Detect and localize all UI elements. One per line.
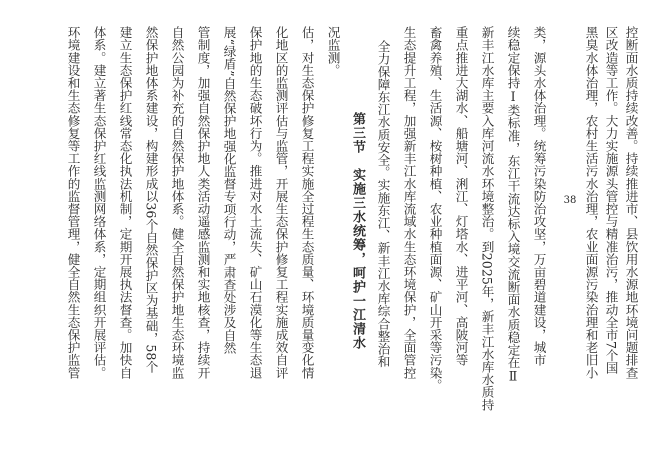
text-line-14: 畜禽养殖、生活源、桉树种植、农业种植面源、矿山开采等污染。	[427, 26, 443, 392]
text-line-16: 新丰江水库主要入库河流水环境整治。到2025年，新丰江水库水质持	[479, 26, 495, 411]
text-line-6: 管制度，加强自然保护地人类活动遥感监测和实地核查，持续开	[195, 26, 211, 379]
text-line-7: 展“绿盾”自然保护地强化监督专项行动，严肃查处涉及自然	[221, 26, 237, 354]
section-heading: 第三节 实施三水统筹，呵护一江清水	[350, 112, 365, 350]
text-line-13: 生态提升工程，加强新丰江水库流域水生态环境保护，全面管控	[401, 26, 417, 379]
page-number: 38	[563, 195, 577, 206]
text-line-8: 保护地的生态破坏行为。推进对水土流失、矿山石漠化等生态退	[247, 26, 263, 379]
text-line-5: 自然公园为补充的自然保护地体系。健全自然保护地生态环境监	[169, 26, 185, 379]
text-line-12: 全力保障东江水质安全。实施东江、新丰江水库综合整治和	[375, 40, 391, 368]
text-line-19: 黑臭水体治理，农村生活污水治理，农业面源污染治理和老旧小	[583, 26, 599, 379]
text-line-17: 续稳定保持Ⅰ类标准，东江干流达标入境交流断面水质稳定在Ⅱ	[505, 26, 521, 384]
text-line-15: 重点推进大湖水、船塘河、浰江、灯塔水、进平河、高陂河等	[453, 26, 469, 367]
text-line-3: 建立生态保护红线常态化执法机制，定期开展执法督查。加快自	[117, 26, 133, 379]
text-line-1: 环境建设和生态修复等工作的监督管理，健全自然生态保护监管	[65, 26, 81, 379]
text-line-11: 况监测。	[325, 26, 341, 77]
text-line-9: 化地区的监测评估与监管，开展生态保护修复工程实施成效自评	[273, 26, 289, 379]
text-line-2: 体系。建立著生态保护红线监测网络体系，定期组织开展评估。	[91, 26, 107, 379]
text-line-20: 区改造等工作。大力实施源头管控与精准治污，推动全市7个国	[603, 26, 619, 375]
text-line-4: 然保护地体系建设，构建形成以36个自然保护区为基础，58个	[143, 26, 159, 374]
text-line-10: 估，对生态保护修复工程实施全过程生态质量、环境质量变化情	[299, 26, 315, 379]
text-line-18: 类，源头水体治理。统筹污染防治攻坚，万亩碧道建设，城市	[531, 26, 547, 367]
text-line-21: 控断面水质持续改善。持续推进市、县饮用水源地环境问题排查	[623, 26, 639, 379]
